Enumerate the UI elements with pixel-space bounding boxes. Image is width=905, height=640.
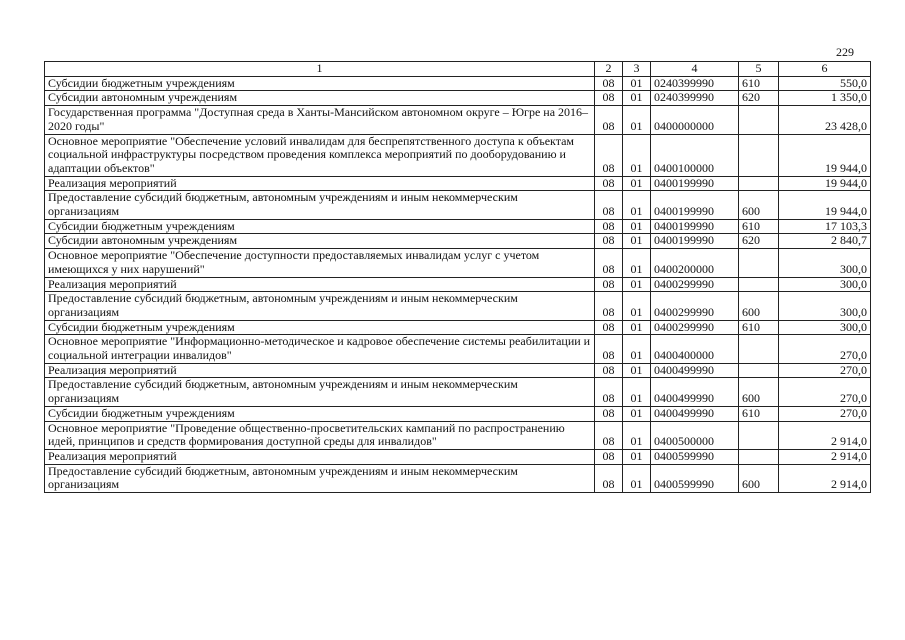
cell-target-code: 0400299990 (651, 277, 739, 292)
cell-target-code: 0400199990 (651, 191, 739, 219)
cell-subsection: 01 (623, 106, 651, 134)
table-header (45, 62, 871, 77)
cell-target-code: 0400199990 (651, 234, 739, 249)
cell-expense-type: 600 (739, 292, 779, 320)
table-row (45, 277, 871, 292)
cell-subsection: 01 (623, 363, 651, 378)
cell-section: 08 (595, 464, 623, 492)
table-row (45, 219, 871, 234)
table-row (45, 176, 871, 191)
table-row (45, 335, 871, 363)
cell-target-code: 0400299990 (651, 320, 739, 335)
cell-expense-type: 610 (739, 76, 779, 91)
cell-subsection: 01 (623, 449, 651, 464)
cell-target-code: 0400199990 (651, 219, 739, 234)
budget-table (44, 61, 871, 493)
cell-expense-type: 600 (739, 191, 779, 219)
cell-amount: 19 944,0 (779, 191, 871, 219)
cell-amount: 270,0 (779, 378, 871, 406)
cell-name: Предоставление субсидий бюджетным, автономным учреждениям и иным некоммерческим организациям (45, 378, 595, 406)
cell-subsection: 01 (623, 406, 651, 421)
cell-amount: 300,0 (779, 249, 871, 277)
cell-amount: 300,0 (779, 320, 871, 335)
cell-expense-type (739, 363, 779, 378)
table-row (45, 76, 871, 91)
cell-expense-type: 600 (739, 464, 779, 492)
cell-expense-type (739, 176, 779, 191)
cell-target-code: 0400299990 (651, 292, 739, 320)
table-row (45, 292, 871, 320)
cell-subsection: 01 (623, 292, 651, 320)
table-row (45, 234, 871, 249)
cell-section: 08 (595, 277, 623, 292)
cell-target-code: 0400499990 (651, 378, 739, 406)
table-row (45, 191, 871, 219)
cell-section: 08 (595, 449, 623, 464)
header-col-2: 2 (595, 62, 623, 77)
table-row (45, 406, 871, 421)
cell-subsection: 01 (623, 134, 651, 176)
cell-amount: 270,0 (779, 335, 871, 363)
cell-amount: 270,0 (779, 406, 871, 421)
cell-subsection: 01 (623, 378, 651, 406)
cell-subsection: 01 (623, 464, 651, 492)
cell-amount: 2 914,0 (779, 421, 871, 449)
cell-expense-type (739, 134, 779, 176)
cell-section: 08 (595, 234, 623, 249)
cell-name: Предоставление субсидий бюджетным, автономным учреждениям и иным некоммерческим организациям (45, 464, 595, 492)
cell-expense-type: 610 (739, 320, 779, 335)
cell-expense-type (739, 249, 779, 277)
cell-amount: 17 103,3 (779, 219, 871, 234)
cell-section: 08 (595, 219, 623, 234)
cell-expense-type (739, 335, 779, 363)
cell-name: Субсидии бюджетным учреждениям (45, 219, 595, 234)
cell-subsection: 01 (623, 320, 651, 335)
cell-name: Основное мероприятие "Обеспечение условий инвалидам для беспрепятственного доступа к объектам социальной инфраструктуры посредством проведения комплекса мероприятий по дооборудованию и адаптации объектов" (45, 134, 595, 176)
header-col-1: 1 (45, 62, 595, 77)
cell-expense-type: 620 (739, 234, 779, 249)
cell-name: Субсидии автономным учреждениям (45, 234, 595, 249)
header-col-6: 6 (779, 62, 871, 77)
cell-subsection: 01 (623, 191, 651, 219)
cell-subsection: 01 (623, 76, 651, 91)
cell-expense-type (739, 449, 779, 464)
table-row (45, 134, 871, 176)
cell-expense-type: 600 (739, 378, 779, 406)
cell-expense-type (739, 421, 779, 449)
cell-target-code: 0240399990 (651, 91, 739, 106)
cell-amount: 23 428,0 (779, 106, 871, 134)
cell-expense-type: 620 (739, 91, 779, 106)
header-col-5: 5 (739, 62, 779, 77)
table-row (45, 421, 871, 449)
cell-section: 08 (595, 378, 623, 406)
cell-section: 08 (595, 191, 623, 219)
cell-expense-type: 610 (739, 406, 779, 421)
page-number: 229 (836, 45, 854, 59)
cell-name: Субсидии автономным учреждениям (45, 91, 595, 106)
cell-target-code: 0400199990 (651, 176, 739, 191)
cell-target-code: 0400100000 (651, 134, 739, 176)
cell-section: 08 (595, 106, 623, 134)
cell-section: 08 (595, 335, 623, 363)
cell-target-code: 0400200000 (651, 249, 739, 277)
cell-name: Реализация мероприятий (45, 176, 595, 191)
cell-amount: 2 914,0 (779, 449, 871, 464)
cell-name: Государственная программа "Доступная среда в Ханты-Мансийском автономном округе – Югре на 2016–2020 годы" (45, 106, 595, 134)
cell-section: 08 (595, 421, 623, 449)
table-row (45, 320, 871, 335)
cell-name: Предоставление субсидий бюджетным, автономным учреждениям и иным некоммерческим организациям (45, 292, 595, 320)
table-row (45, 363, 871, 378)
cell-expense-type (739, 277, 779, 292)
cell-amount: 300,0 (779, 277, 871, 292)
cell-amount: 300,0 (779, 292, 871, 320)
cell-amount: 19 944,0 (779, 134, 871, 176)
cell-name: Субсидии бюджетным учреждениям (45, 320, 595, 335)
table-row (45, 91, 871, 106)
cell-amount: 2 840,7 (779, 234, 871, 249)
cell-section: 08 (595, 76, 623, 91)
table-row (45, 249, 871, 277)
cell-section: 08 (595, 320, 623, 335)
cell-section: 08 (595, 249, 623, 277)
cell-expense-type: 610 (739, 219, 779, 234)
cell-target-code: 0400000000 (651, 106, 739, 134)
cell-section: 08 (595, 363, 623, 378)
cell-subsection: 01 (623, 249, 651, 277)
cell-target-code: 0400599990 (651, 464, 739, 492)
cell-subsection: 01 (623, 335, 651, 363)
cell-name: Субсидии бюджетным учреждениям (45, 76, 595, 91)
cell-subsection: 01 (623, 91, 651, 106)
cell-name: Основное мероприятие "Информационно-методическое и кадровое обеспечение системы реабилитации и социальной интеграции инвалидов" (45, 335, 595, 363)
cell-section: 08 (595, 176, 623, 191)
cell-section: 08 (595, 406, 623, 421)
cell-subsection: 01 (623, 176, 651, 191)
cell-amount: 1 350,0 (779, 91, 871, 106)
cell-subsection: 01 (623, 421, 651, 449)
table-row (45, 449, 871, 464)
cell-name: Реализация мероприятий (45, 449, 595, 464)
cell-amount: 19 944,0 (779, 176, 871, 191)
cell-name: Субсидии бюджетным учреждениям (45, 406, 595, 421)
cell-section: 08 (595, 134, 623, 176)
table-body (45, 76, 871, 492)
cell-amount: 270,0 (779, 363, 871, 378)
header-col-3: 3 (623, 62, 651, 77)
table-row (45, 106, 871, 134)
cell-name: Основное мероприятие "Обеспечение доступности предоставляемых инвалидам услуг с учетом имеющихся у них нарушений" (45, 249, 595, 277)
cell-target-code: 0400500000 (651, 421, 739, 449)
header-col-4: 4 (651, 62, 739, 77)
cell-target-code: 0400499990 (651, 363, 739, 378)
cell-section: 08 (595, 292, 623, 320)
cell-target-code: 0240399990 (651, 76, 739, 91)
cell-subsection: 01 (623, 219, 651, 234)
cell-name: Основное мероприятие "Проведение общественно-просветительских кампаний по распространению идей, принципов и средств формирования доступной среды для инвалидов" (45, 421, 595, 449)
cell-target-code: 0400499990 (651, 406, 739, 421)
cell-target-code: 0400400000 (651, 335, 739, 363)
cell-name: Предоставление субсидий бюджетным, автономным учреждениям и иным некоммерческим организациям (45, 191, 595, 219)
cell-subsection: 01 (623, 234, 651, 249)
cell-expense-type (739, 106, 779, 134)
table-row (45, 464, 871, 492)
cell-amount: 550,0 (779, 76, 871, 91)
cell-name: Реализация мероприятий (45, 363, 595, 378)
cell-target-code: 0400599990 (651, 449, 739, 464)
cell-subsection: 01 (623, 277, 651, 292)
cell-name: Реализация мероприятий (45, 277, 595, 292)
cell-section: 08 (595, 91, 623, 106)
table-row (45, 378, 871, 406)
cell-amount: 2 914,0 (779, 464, 871, 492)
header-row (45, 62, 871, 77)
